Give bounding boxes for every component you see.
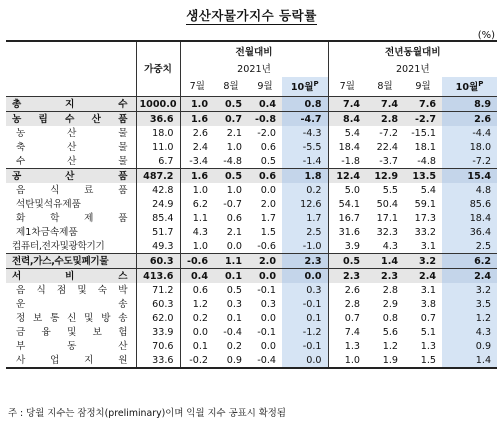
mom-cell: 2.1 bbox=[226, 226, 242, 238]
yoy-cell: -2.7 bbox=[404, 112, 442, 127]
mom-cell: 0.0 bbox=[282, 353, 328, 368]
yoy-cell: 0.9 bbox=[442, 339, 497, 353]
yoy-cell: 54.1 bbox=[328, 197, 366, 211]
yoy-cell: -3.7 bbox=[379, 155, 399, 167]
mom-cell: 0.2 bbox=[226, 340, 242, 352]
yoy-cell: 7.6 bbox=[404, 97, 442, 112]
weight-cell: 62.0 bbox=[136, 311, 180, 325]
mom-cell: -0.4 bbox=[223, 326, 242, 338]
label-header bbox=[6, 41, 136, 97]
row-label: 음 식 점 및 숙 박 bbox=[16, 284, 128, 296]
table-row bbox=[6, 211, 497, 225]
row-label: 제1차금속제품 bbox=[16, 226, 78, 238]
table-body bbox=[6, 97, 497, 369]
yoy-cell: 7.4 bbox=[328, 325, 366, 339]
mom-cell: 0.0 bbox=[282, 269, 328, 284]
table-row-group bbox=[6, 112, 497, 127]
yoy-cell: 50.4 bbox=[376, 198, 399, 210]
row-label: 농 림 수 산 품 bbox=[6, 112, 136, 127]
mom-cell: -3.4 bbox=[180, 154, 214, 169]
row-label: 총 지 수 bbox=[6, 97, 136, 112]
mom-month-header: 9월 bbox=[257, 81, 273, 92]
mom-cell: 0.2 bbox=[282, 183, 328, 197]
month-label: 10월 bbox=[290, 82, 314, 94]
mom-cell: 2.0 bbox=[248, 254, 282, 269]
yoy-year-header: 2021년 bbox=[328, 62, 497, 77]
yoy-cell: 1.4 bbox=[366, 254, 404, 269]
mom-month-header: 8월 bbox=[223, 81, 239, 92]
mom-cell: 1.7 bbox=[282, 211, 328, 225]
table-row bbox=[6, 225, 497, 239]
mom-cell: 0.6 bbox=[260, 141, 276, 153]
mom-cell: 0.3 bbox=[282, 283, 328, 297]
mom-cell: 0.3 bbox=[226, 298, 242, 310]
table-row bbox=[6, 197, 497, 211]
weight-cell: 70.6 bbox=[136, 339, 180, 353]
yoy-cell: 3.1 bbox=[420, 284, 437, 296]
mom-cell: 0.0 bbox=[248, 269, 282, 284]
weight-cell: 24.9 bbox=[136, 197, 180, 211]
yoy-cell: 1.2 bbox=[382, 340, 399, 352]
mom-cell: 1.7 bbox=[260, 212, 276, 224]
mom-cell: 0.8 bbox=[282, 97, 328, 112]
yoy-cell: 22.4 bbox=[376, 141, 399, 153]
yoy-cell: 5.5 bbox=[382, 184, 399, 196]
table-row bbox=[6, 283, 497, 297]
yoy-cell: 3.5 bbox=[442, 297, 497, 311]
mom-cell: -1.4 bbox=[282, 154, 328, 169]
mom-cell: -0.4 bbox=[257, 354, 276, 366]
yoy-cell: 32.3 bbox=[376, 226, 399, 238]
row-label: 금 융 및 보 험 bbox=[16, 326, 128, 338]
yoy-cell: 16.7 bbox=[328, 211, 366, 225]
yoy-cell: 7.4 bbox=[366, 97, 404, 112]
mom-group-header: 전월대비 bbox=[180, 41, 328, 62]
title-text: 생산자물가지수 등락률 bbox=[186, 8, 317, 23]
mom-cell: 0.4 bbox=[180, 269, 214, 284]
row-label: 수 산 물 bbox=[16, 155, 128, 167]
yoy-cell: 33.2 bbox=[414, 226, 437, 238]
table-row-group bbox=[6, 97, 497, 112]
mom-cell: 0.5 bbox=[226, 284, 242, 296]
mom-cell: 1.6 bbox=[180, 169, 214, 184]
yoy-cell: 8.4 bbox=[328, 112, 366, 127]
yoy-cell: -4.4 bbox=[442, 126, 497, 140]
yoy-cell: 1.3 bbox=[420, 340, 437, 352]
mom-cell: 4.3 bbox=[180, 225, 214, 239]
yoy-cell: 1.2 bbox=[442, 311, 497, 325]
weight-cell: 85.4 bbox=[136, 211, 180, 225]
mom-cell: -0.1 bbox=[282, 297, 328, 311]
yoy-cell: 6.2 bbox=[442, 254, 497, 269]
mom-cell: 0.5 bbox=[214, 169, 248, 184]
row-label: 사 업 지 원 bbox=[16, 354, 128, 366]
row-label: 화 학 제 품 bbox=[16, 212, 128, 224]
mom-cell: 6.2 bbox=[180, 197, 214, 211]
table-row bbox=[6, 183, 497, 197]
yoy-cell: 18.4 bbox=[442, 211, 497, 225]
mom-cell: 1.5 bbox=[260, 226, 276, 238]
mom-cell: 1.8 bbox=[282, 169, 328, 184]
row-label: 부 동 산 bbox=[16, 340, 128, 352]
yoy-cell: 1.4 bbox=[442, 353, 497, 368]
mom-cell: -0.6 bbox=[257, 240, 276, 252]
yoy-cell: -7.2 bbox=[442, 154, 497, 169]
yoy-cell: 13.5 bbox=[404, 169, 442, 184]
mom-cell: -1.0 bbox=[282, 239, 328, 254]
yoy-cell: 59.1 bbox=[414, 198, 437, 210]
weight-cell: 60.3 bbox=[136, 254, 180, 269]
month-label: 10월 bbox=[455, 82, 479, 94]
yoy-cell: 0.7 bbox=[328, 311, 366, 325]
yoy-cell: -1.8 bbox=[328, 154, 366, 169]
yoy-cell: 0.8 bbox=[382, 312, 399, 324]
table-row bbox=[6, 239, 497, 254]
yoy-cell: -15.1 bbox=[411, 127, 437, 139]
mom-cell: 1.2 bbox=[180, 297, 214, 311]
row-label: 농 산 물 bbox=[16, 127, 128, 139]
weight-cell: 33.6 bbox=[136, 353, 180, 368]
mom-cell: 2.6 bbox=[180, 126, 214, 140]
mom-cell: 2.3 bbox=[282, 254, 328, 269]
ppi-table bbox=[6, 40, 497, 369]
yoy-cell: 1.0 bbox=[328, 353, 366, 368]
yoy-cell: -4.8 bbox=[417, 155, 437, 167]
mom-cell: -5.5 bbox=[282, 140, 328, 154]
mom-month-header bbox=[282, 77, 328, 97]
unit-label: (%) bbox=[477, 30, 495, 41]
yoy-cell: 12.4 bbox=[328, 169, 366, 184]
row-label: 정 보 통 신 및 방 송 bbox=[16, 312, 128, 324]
table-row bbox=[6, 126, 497, 140]
yoy-month-header: 8월 bbox=[377, 81, 393, 92]
yoy-cell: 36.4 bbox=[442, 225, 497, 239]
mom-cell: 1.0 bbox=[226, 184, 242, 196]
weight-cell: 11.0 bbox=[136, 140, 180, 154]
table-row bbox=[6, 140, 497, 154]
mom-month-header: 7월 bbox=[180, 77, 214, 97]
mom-cell: -1.2 bbox=[282, 325, 328, 339]
mom-cell: 0.5 bbox=[214, 97, 248, 112]
yoy-cell: 1.9 bbox=[382, 354, 399, 366]
yoy-cell: 17.1 bbox=[376, 212, 399, 224]
preliminary-mark: P bbox=[478, 80, 484, 89]
yoy-cell: 18.0 bbox=[442, 140, 497, 154]
table-row bbox=[6, 154, 497, 169]
yoy-cell: 2.8 bbox=[328, 297, 366, 311]
mom-cell: 0.1 bbox=[180, 339, 214, 353]
mom-cell: 0.5 bbox=[260, 155, 276, 167]
yoy-cell: 18.4 bbox=[328, 140, 366, 154]
weight-cell: 487.2 bbox=[136, 169, 180, 184]
mom-cell: 2.4 bbox=[180, 140, 214, 154]
mom-cell: -2.0 bbox=[257, 127, 276, 139]
mom-cell: 0.9 bbox=[226, 354, 242, 366]
yoy-cell: 2.6 bbox=[442, 112, 497, 127]
weight-cell: 49.3 bbox=[136, 239, 180, 254]
mom-cell: 1.1 bbox=[180, 211, 214, 225]
weight-cell: 36.6 bbox=[136, 112, 180, 127]
mom-cell: -0.1 bbox=[257, 326, 276, 338]
weight-cell: 51.7 bbox=[136, 225, 180, 239]
row-label: 컴퓨터,전자및광학기기 bbox=[12, 240, 105, 252]
mom-cell: 0.6 bbox=[226, 212, 242, 224]
yoy-cell: 4.3 bbox=[382, 240, 399, 252]
yoy-cell: 12.9 bbox=[366, 169, 404, 184]
mom-cell: 2.0 bbox=[260, 198, 276, 210]
yoy-cell: 5.1 bbox=[420, 326, 437, 338]
mom-cell: 0.1 bbox=[214, 269, 248, 284]
yoy-cell: 15.4 bbox=[442, 169, 497, 184]
yoy-cell: 2.6 bbox=[328, 283, 366, 297]
yoy-cell: 31.6 bbox=[328, 225, 366, 239]
mom-cell: -4.8 bbox=[223, 155, 242, 167]
yoy-cell: 8.9 bbox=[442, 97, 497, 112]
mom-cell: -0.6 bbox=[180, 254, 214, 269]
mom-cell: 0.0 bbox=[180, 325, 214, 339]
yoy-month-header bbox=[442, 77, 497, 97]
yoy-cell: 3.1 bbox=[420, 240, 437, 252]
weight-header: 가중치 bbox=[136, 41, 180, 97]
yoy-cell: 5.4 bbox=[420, 184, 437, 196]
table-row bbox=[6, 325, 497, 339]
mom-cell: 0.3 bbox=[260, 298, 276, 310]
row-label: 공 산 품 bbox=[6, 169, 136, 184]
table-row bbox=[6, 311, 497, 325]
mom-cell: -4.3 bbox=[282, 126, 328, 140]
page-title bbox=[0, 6, 503, 24]
mom-cell: 2.1 bbox=[226, 127, 242, 139]
yoy-cell: -7.2 bbox=[379, 127, 399, 139]
mom-cell: -0.1 bbox=[282, 339, 328, 353]
yoy-cell: 17.3 bbox=[414, 212, 437, 224]
mom-year-header: 2021년 bbox=[180, 62, 328, 77]
mom-cell: 0.1 bbox=[226, 312, 242, 324]
yoy-cell: 85.6 bbox=[442, 197, 497, 211]
yoy-cell: 0.5 bbox=[328, 254, 366, 269]
yoy-cell: 2.8 bbox=[366, 112, 404, 127]
weight-cell: 33.9 bbox=[136, 325, 180, 339]
mom-cell: 1.0 bbox=[226, 141, 242, 153]
weight-cell: 1000.0 bbox=[136, 97, 180, 112]
weight-cell: 413.6 bbox=[136, 269, 180, 284]
yoy-cell: 7.4 bbox=[328, 97, 366, 112]
yoy-cell: 2.3 bbox=[328, 269, 366, 284]
header-row-1 bbox=[6, 41, 497, 62]
mom-cell: 0.6 bbox=[180, 283, 214, 297]
yoy-cell: 2.8 bbox=[382, 284, 399, 296]
mom-cell: -0.2 bbox=[180, 353, 214, 368]
weight-cell: 18.0 bbox=[136, 126, 180, 140]
yoy-cell: 3.8 bbox=[420, 298, 437, 310]
row-label: 운 송 bbox=[16, 298, 128, 310]
row-label: 축 산 물 bbox=[16, 141, 128, 153]
yoy-cell: 2.5 bbox=[442, 239, 497, 254]
row-label: 음 식 료 품 bbox=[16, 184, 128, 196]
mom-cell: -0.1 bbox=[257, 284, 276, 296]
yoy-cell: 2.9 bbox=[382, 298, 399, 310]
footnote: 주 : 당월 지수는 잠정치(preliminary)이며 익월 지수 공표시 확정됨 bbox=[8, 408, 286, 419]
mom-cell: 1.0 bbox=[180, 97, 214, 112]
yoy-month-header: 7월 bbox=[328, 77, 366, 97]
yoy-cell: 3.9 bbox=[328, 239, 366, 254]
yoy-cell: 1.3 bbox=[328, 339, 366, 353]
yoy-cell: 4.8 bbox=[442, 183, 497, 197]
yoy-cell: 1.5 bbox=[420, 354, 437, 366]
weight-cell: 6.7 bbox=[136, 154, 180, 169]
yoy-cell: 2.4 bbox=[442, 269, 497, 284]
row-label: 석탄및석유제품 bbox=[16, 198, 81, 210]
mom-cell: 0.0 bbox=[226, 240, 242, 252]
yoy-cell: 2.4 bbox=[404, 269, 442, 284]
mom-cell: 0.4 bbox=[248, 97, 282, 112]
mom-cell: 1.1 bbox=[214, 254, 248, 269]
mom-cell: 0.0 bbox=[260, 184, 276, 196]
mom-cell: 2.5 bbox=[282, 225, 328, 239]
table-row-group bbox=[6, 169, 497, 184]
yoy-group-header: 전년동월대비 bbox=[328, 41, 497, 62]
mom-cell: 0.6 bbox=[248, 169, 282, 184]
yoy-cell: 5.6 bbox=[382, 326, 399, 338]
yoy-month-header: 9월 bbox=[415, 81, 431, 92]
row-label: 서 비 스 bbox=[6, 269, 136, 284]
yoy-cell: 5.0 bbox=[328, 183, 366, 197]
mom-cell: -0.7 bbox=[223, 198, 242, 210]
mom-cell: 0.7 bbox=[214, 112, 248, 127]
table-row-group bbox=[6, 269, 497, 284]
weight-cell: 42.8 bbox=[136, 183, 180, 197]
yoy-cell: 3.2 bbox=[404, 254, 442, 269]
yoy-cell: 18.1 bbox=[414, 141, 437, 153]
yoy-cell: 0.7 bbox=[420, 312, 437, 324]
table-row-group bbox=[6, 254, 497, 269]
yoy-cell: 2.3 bbox=[366, 269, 404, 284]
mom-cell: 0.1 bbox=[282, 311, 328, 325]
table-row bbox=[6, 353, 497, 368]
table-row bbox=[6, 297, 497, 311]
yoy-cell: 5.4 bbox=[328, 126, 366, 140]
mom-cell: -4.7 bbox=[282, 112, 328, 127]
mom-cell: 1.6 bbox=[180, 112, 214, 127]
weight-cell: 60.3 bbox=[136, 297, 180, 311]
weight-cell: 71.2 bbox=[136, 283, 180, 297]
table-row bbox=[6, 339, 497, 353]
yoy-cell: 4.3 bbox=[442, 325, 497, 339]
mom-cell: 1.0 bbox=[180, 183, 214, 197]
mom-cell: 12.6 bbox=[282, 197, 328, 211]
mom-cell: 0.0 bbox=[260, 340, 276, 352]
mom-cell: -0.8 bbox=[248, 112, 282, 127]
preliminary-mark: P bbox=[313, 80, 319, 89]
row-label: 전력,가스,수도및폐기물 bbox=[6, 254, 136, 269]
mom-cell: 0.2 bbox=[180, 311, 214, 325]
mom-cell: 1.0 bbox=[180, 239, 214, 254]
mom-cell: 0.0 bbox=[260, 312, 276, 324]
yoy-cell: 3.2 bbox=[442, 283, 497, 297]
